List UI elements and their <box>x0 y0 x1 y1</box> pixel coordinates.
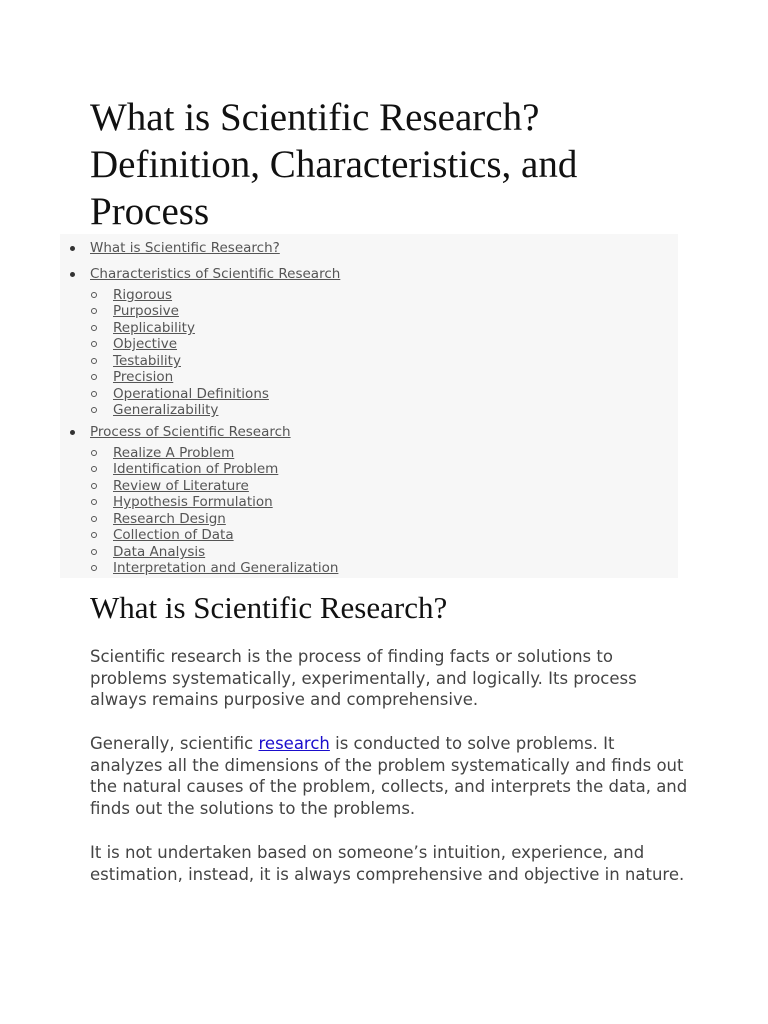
toc-link-purposive[interactable]: Purposive <box>113 303 179 319</box>
toc-link-objective[interactable]: Objective <box>113 336 178 352</box>
toc-link-operational-definitions[interactable]: Operational Definitions <box>113 386 269 402</box>
toc-subitem <box>113 511 226 527</box>
toc-subitem <box>113 461 278 477</box>
toc-subitem <box>113 402 218 418</box>
toc-subitem <box>113 544 205 560</box>
toc-link-identification-of-problem[interactable]: Identification of Problem <box>113 461 279 477</box>
toc-subitem <box>113 560 338 576</box>
toc-link-data-analysis[interactable]: Data Analysis <box>113 544 206 560</box>
toc-link-realize-a-problem[interactable]: Realize A Problem <box>113 445 235 461</box>
toc-link-research-design[interactable]: Research Design <box>113 511 226 527</box>
toc-link-interpretation-and-generalization[interactable]: Interpretation and Generalization <box>113 560 339 576</box>
toc-link-rigorous[interactable]: Rigorous <box>113 287 173 303</box>
toc-subitem <box>113 303 179 319</box>
toc-link-review-of-literature[interactable]: Review of Literature <box>113 478 249 494</box>
paragraph-purpose <box>90 733 690 819</box>
toc-subitem <box>113 386 269 402</box>
table-of-contents <box>60 234 678 578</box>
toc-link-hypothesis-formulation[interactable]: Hypothesis Formulation <box>113 494 273 510</box>
toc-subitem <box>113 494 273 510</box>
toc-link-process[interactable]: Process of Scientific Research <box>90 424 291 440</box>
research-link[interactable]: research <box>258 734 330 753</box>
toc-item-characteristics <box>90 266 340 283</box>
toc-subitem <box>113 478 249 494</box>
toc-link-what-is-scientific-research[interactable]: What is Scientific Research? <box>90 240 280 256</box>
toc-subitem <box>113 527 234 543</box>
paragraph-text: Generally, scientific <box>90 734 259 753</box>
toc-subitem <box>113 320 195 336</box>
toc-item-what-is-scientific-research <box>90 240 280 257</box>
toc-link-testability[interactable]: Testability <box>113 353 181 369</box>
section-heading: What is Scientific Research? <box>90 590 448 625</box>
toc-item-process <box>90 424 291 441</box>
paragraph-objective-nature: It is not undertaken based on someone’s intuition, experience, and estimation, instead, it is always comprehensive and objective in nature. <box>90 843 685 884</box>
paragraph-text: is conducted to solve problems. It analyzes all the dimensions of the problem systematically and finds out the natural causes of the problem, collects, and interprets the data, and finds out the solutions to the problems. <box>90 734 688 818</box>
toc-link-generalizability[interactable]: Generalizability <box>113 402 219 418</box>
toc-link-characteristics[interactable]: Characteristics of Scientific Research <box>90 266 341 282</box>
toc-link-replicability[interactable]: Replicability <box>113 320 195 336</box>
toc-link-precision[interactable]: Precision <box>113 369 174 385</box>
toc-subitem <box>113 445 234 461</box>
paragraph-definition: Scientific research is the process of finding facts or solutions to problems systematically, experimentally, and logically. Its process always remains purposive and comprehensive. <box>90 647 637 709</box>
page-title: What is Scientific Research? Definition, Characteristics, and Process <box>90 96 578 233</box>
toc-subitem <box>113 369 173 385</box>
toc-subitem <box>113 287 172 303</box>
toc-subitem <box>113 336 177 352</box>
toc-link-collection-of-data[interactable]: Collection of Data <box>113 527 234 543</box>
toc-subitem <box>113 353 181 369</box>
